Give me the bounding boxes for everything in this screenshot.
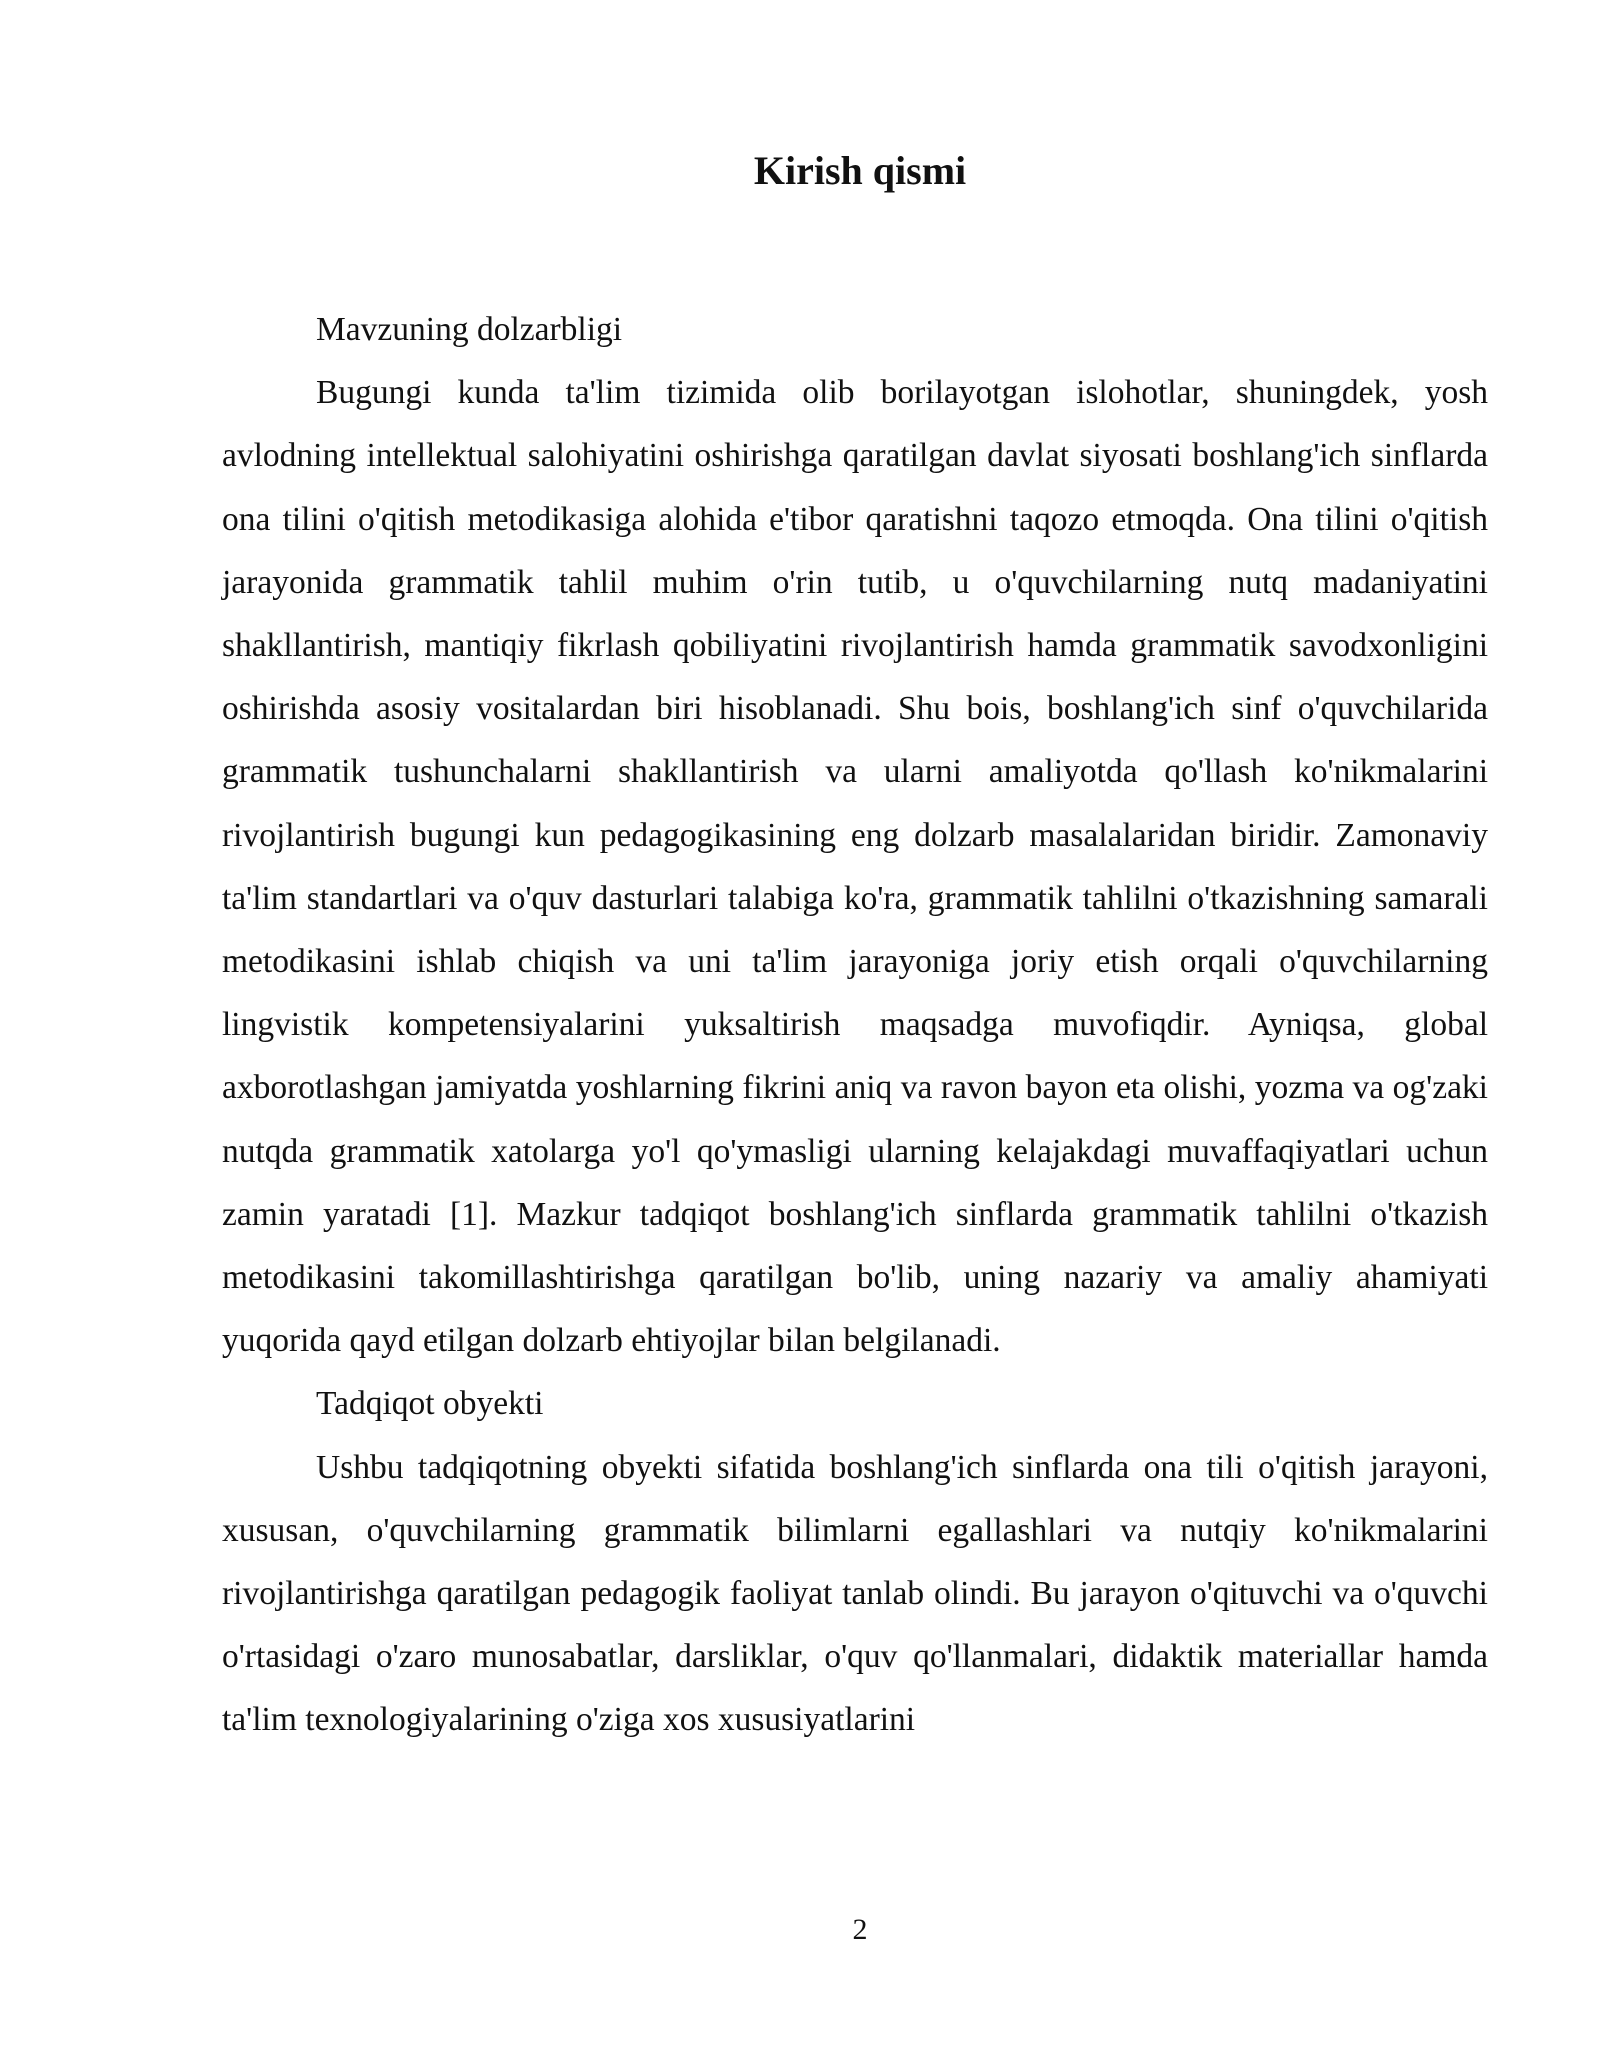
section-paragraph-research-object: Ushbu tadqiqotning obyekti sifatida boshlang'ich sinflarda ona tili o'qitish jarayoni, xususan, o'quvchilarning grammatik bilimlarni egallashlari va nutqiy ko'nikmalarini rivojlantirishga qaratilgan pedagogik faoliyat tanlab olindi. Bu jarayon o'qituvchi va o'quvchi o'rtasidagi o'zaro munosabatlar, darsliklar, o'quv qo'llanmalari, didaktik materiallar hamda ta'lim texnologiyalarining o'ziga xos xususiyatlarini: [222, 1448, 1488, 1739]
document-body: [222, 298, 1488, 1752]
section-heading-relevance: Mavzuning dolzarbligi: [316, 311, 623, 348]
section-heading-research-object: Tadqiqot obyekti: [316, 1385, 544, 1423]
page-title: Kirish qismi: [753, 148, 967, 193]
page-number: 2: [852, 1913, 868, 1946]
section-paragraph-relevance: Bugungi kunda ta'lim tizimida olib borilayotgan islohotlar, shuningdek, yosh avlodning intellektual salohiyatini oshirishga qaratilgan davlat siyosati boshlang'ich sinflarda ona tilini o'qitish metodikasiga alohida e'tibor qaratishni taqozo etmoqda. Ona tilini o'qitish jarayonida grammatik tahlil muhim o'rin tutib, u o'quvchilarning nutq madaniyatini shakllantirish, mantiqiy fikrlash qobiliyatini rivojlantirish hamda grammatik savodxonligini oshirishda asosiy vositalardan biri hisoblanadi. Shu bois, boshlang'ich sinf o'quvchilarida grammatik tushunchalarni shakllantirish va ularni amaliyotda qo'llash ko'nikmalarini rivojlantirish bugungi kun pedagogikasining eng dolzarb masalalaridan biridir. Zamonaviy ta'lim standartlari va o'quv dasturlari talabiga ko'ra, grammatik tahlilni o'tkazishning samarali metodikasini ishlab chiqish va uni ta'lim jarayoniga joriy etish orqali o'quvchilarning lingvistik kompetensiyalarini yuksaltirish maqsadga muvofiqdir. Ayniqsa, global axborotlashgan jamiyatda yoshlarning fikrini aniq va ravon bayon eta olishi, yozma va og'zaki nutqda grammatik xatolarga yo'l qo'ymasligi ularning kelajakdagi muvaffaqiyatlari uchun zamin yaratadi [1]. Mazkur tadqiqot boshlang'ich sinflarda grammatik tahlilni o'tkazish metodikasini takomillashtirishga qaratilgan bo'lib, uning nazariy va amaliy ahamiyati yuqorida qayd etilgan dolzarb ehtiyojlar bilan belgilanadi.: [222, 374, 1488, 1360]
